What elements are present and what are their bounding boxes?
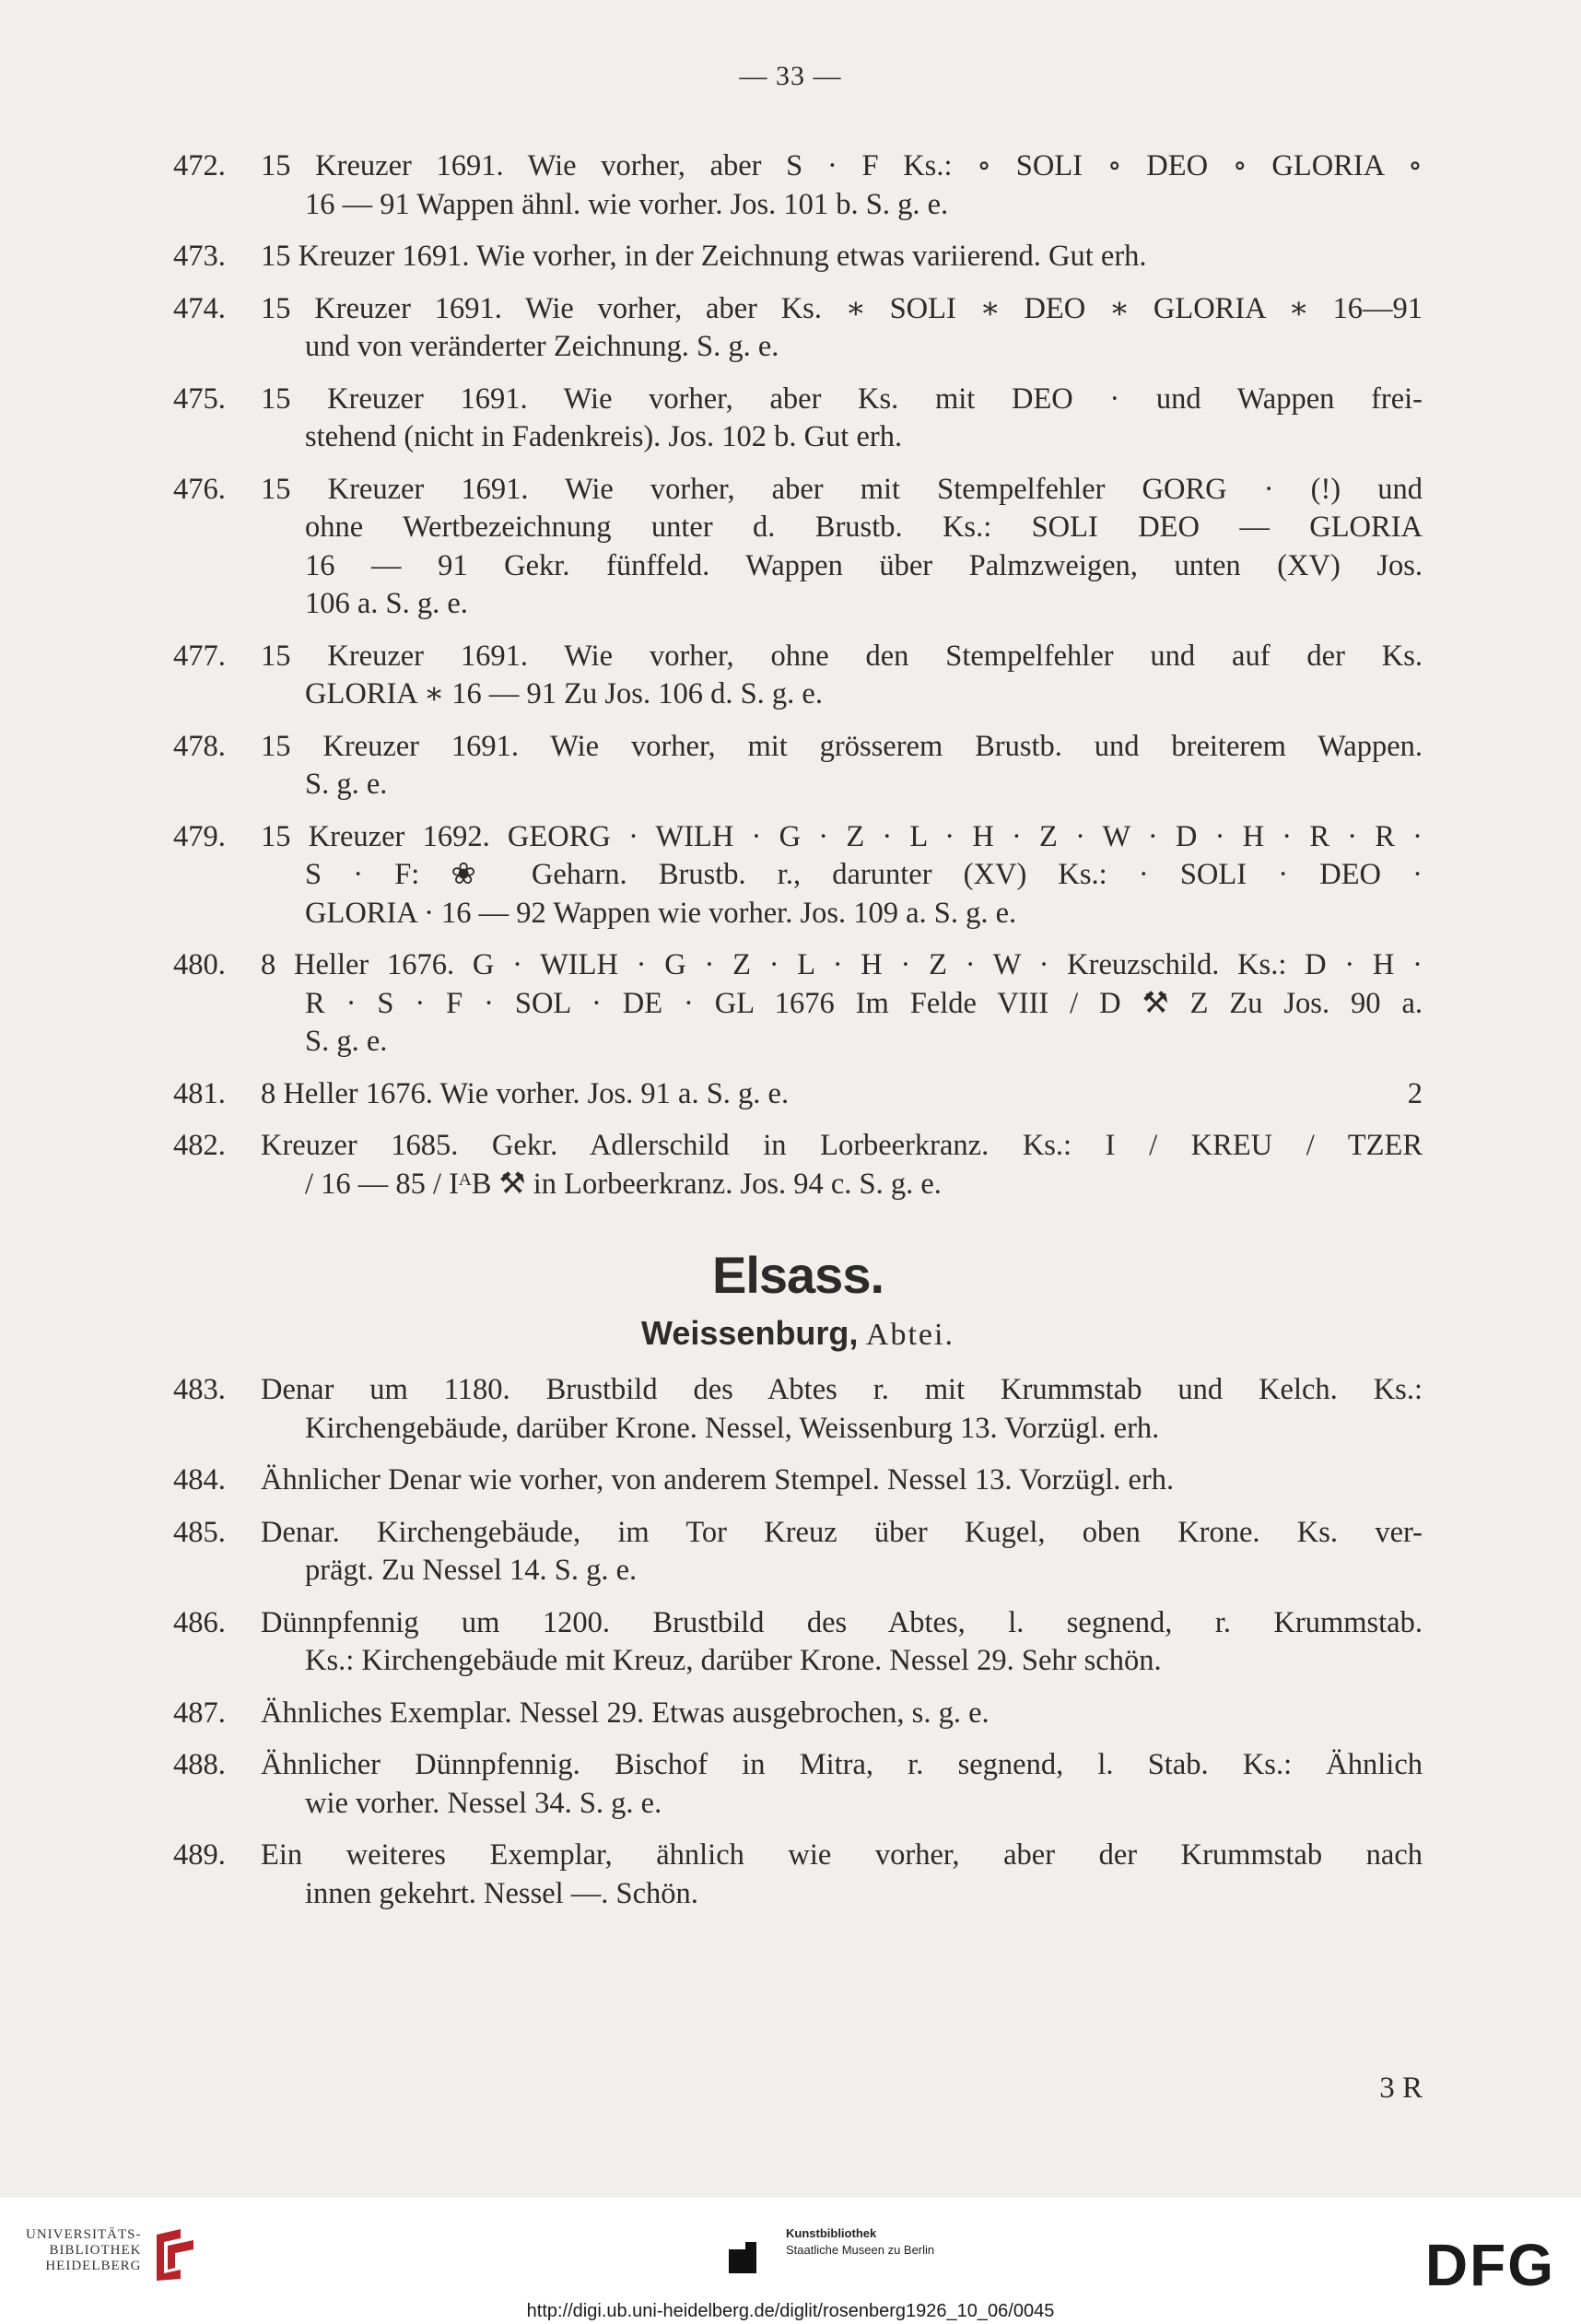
entry-text — [261, 290, 1423, 367]
entry-number: 478. — [173, 729, 226, 763]
entry-line: stehend (nicht in Fadenkreis). Jos. 102 b. Gut erh. — [305, 420, 903, 453]
ub-line: BIBLIOTHEK — [49, 2243, 142, 2258]
entry-line: 106 a. S. g. e. — [305, 587, 468, 620]
entries-group-2 — [173, 1371, 1423, 1913]
entries-group-1 — [173, 147, 1423, 1203]
entry-line: 15 Kreuzer 1692. GEORG · WILH · G · Z · L · H · Z · W · D · H · R · R · — [261, 819, 1423, 853]
subsection-heading — [173, 1314, 1423, 1353]
entry-line: / 16 — 85 / IᴬB ⚒ in Lorbeerkranz. Jos. 94 c. S. g. e. — [305, 1167, 942, 1201]
dfg-logo[interactable]: DFG — [1424, 2232, 1555, 2298]
entry-text — [261, 1604, 1423, 1681]
entry-line: innen gekehrt. Nessel —. Schön. — [305, 1876, 698, 1910]
ub-heidelberg-logo[interactable] — [26, 2227, 201, 2283]
entry-number: 484. — [173, 1463, 226, 1497]
ub-logo-text — [26, 2227, 142, 2274]
entry-line: S. g. e. — [305, 1025, 388, 1058]
entry-number: 488. — [173, 1748, 226, 1781]
entry-number: 485. — [173, 1515, 226, 1549]
catalog-entry — [173, 147, 1423, 224]
subsection-place: Weissenburg, — [641, 1314, 859, 1352]
entry-line: S · F: ❀ Geharn. Brustb. r., darunter (XV) Ks.: · SOLI · DEO · — [305, 858, 1423, 891]
entry-number: 489. — [173, 1838, 226, 1872]
signature-mark: 3 R — [1379, 2072, 1423, 2105]
entry-text — [261, 238, 1423, 276]
entry-line: 15 Kreuzer 1691. Wie vorher, aber mit Stempelfehler GORG · (!) und — [261, 472, 1423, 506]
catalog-entry — [173, 1514, 1423, 1590]
catalog-entry — [173, 1127, 1423, 1203]
section-title: Elsass. — [711, 1246, 884, 1304]
entry-text — [261, 147, 1423, 224]
entry-price: 2 — [1407, 1076, 1423, 1110]
entry-text — [261, 1371, 1423, 1448]
entry-line: Ein weiteres Exemplar, ähnlich wie vorher, aber der Krummstab nach — [261, 1838, 1423, 1872]
catalog-entry — [173, 1604, 1423, 1681]
entry-line: R · S · F · SOL · DE · GL 1676 Im Felde VIII / D ⚒ Z Zu Jos. 90 a. — [305, 986, 1423, 1020]
entry-text — [261, 728, 1423, 804]
entry-text — [261, 946, 1423, 1062]
entry-line: 15 Kreuzer 1691. Wie vorher, mit grösserem Brustb. und breiterem Wappen. — [261, 729, 1423, 763]
entry-line: Ks.: Kirchengebäude mit Kreuz, darüber Krone. Nessel 29. Sehr schön. — [305, 1644, 1162, 1677]
entry-line: 15 Kreuzer 1691. Wie vorher, aber Ks. mit DEO · und Wappen frei- — [261, 381, 1423, 416]
catalog-entry — [173, 1837, 1423, 1913]
entry-text — [261, 1695, 1423, 1733]
entry-line: Dünnpfennig um 1200. Brustbild des Abtes, l. segnend, r. Krummstab. — [261, 1605, 1423, 1639]
catalog-entry — [173, 1746, 1423, 1823]
entry-line: 15 Kreuzer 1691. Wie vorher, aber S · F Ks.: ∘ SOLI ∘ DEO ∘ GLORIA ∘ — [261, 149, 1423, 182]
entry-text — [261, 1461, 1423, 1500]
catalog-entry — [173, 946, 1423, 1062]
entry-text — [261, 1514, 1423, 1590]
catalog-entry — [173, 638, 1423, 714]
entry-text — [261, 818, 1423, 933]
entry-text — [261, 381, 1423, 457]
entry-number: 479. — [173, 819, 226, 853]
catalog-entry — [173, 381, 1423, 457]
kb-title: Kunstbibliothek — [786, 2226, 877, 2240]
kunstbibliothek-emblem-icon — [723, 2225, 780, 2279]
entry-line: ohne Wertbezeichnung unter d. Brustb. Ks.: SOLI DEO — GLORIA — [305, 511, 1423, 544]
entry-line: wie vorher. Nessel 34. S. g. e. — [305, 1786, 662, 1820]
entry-number: 477. — [173, 639, 226, 673]
entry-text — [261, 638, 1423, 714]
catalog-entry — [173, 818, 1423, 933]
entry-line: 15 Kreuzer 1691. Wie vorher, in der Zeichnung etwas variierend. Gut erh. — [261, 240, 1147, 273]
entry-line: Kreuzer 1685. Gekr. Adlerschild in Lorbeerkranz. Ks.: I / KREU / TZER — [261, 1129, 1423, 1162]
viewer-footer — [0, 2198, 1581, 2324]
subsection-kind: Abtei. — [865, 1318, 954, 1352]
entry-line: Kirchengebäude, darüber Krone. Nessel, Weissenburg 13. Vorzügl. erh. — [305, 1411, 1160, 1445]
catalog-entry — [173, 1461, 1423, 1500]
entry-line: prägt. Zu Nessel 14. S. g. e. — [305, 1554, 638, 1587]
entry-line: GLORIA ∗ 16 — 91 Zu Jos. 106 d. S. g. e. — [305, 677, 823, 710]
entry-line: Ähnliches Exemplar. Nessel 29. Etwas ausgebrochen, s. g. e. — [261, 1696, 990, 1730]
catalog-content — [173, 147, 1423, 1927]
ub-line: UNIVERSITÄTS- — [26, 2227, 142, 2242]
ub-line: HEIDELBERG — [45, 2259, 142, 2273]
entry-number: 472. — [173, 149, 226, 182]
entry-line: 15 Kreuzer 1691. Wie vorher, ohne den Stempelfehler und auf der Ks. — [261, 639, 1423, 673]
entry-text — [261, 1837, 1423, 1913]
kb-subtitle: Staatliche Museen zu Berlin — [786, 2243, 935, 2257]
entry-text — [261, 1127, 1423, 1203]
entry-text — [261, 1075, 1423, 1114]
entry-number: 474. — [173, 291, 226, 325]
entry-line: 16 — 91 Gekr. fünffeld. Wappen über Palmzweigen, unten (XV) Jos. — [305, 548, 1423, 582]
entry-number: 481. — [173, 1076, 226, 1110]
entry-line: und von veränderter Zeichnung. S. g. e. — [305, 330, 779, 363]
entry-number: 476. — [173, 472, 226, 506]
catalog-entry — [173, 471, 1423, 624]
page-url[interactable]: http://digi.ub.uni-heidelberg.de/diglit/rosenberg1926_10_06/0045 — [526, 2301, 1055, 2321]
entry-line: Ähnlicher Dünnpfennig. Bischof in Mitra, r. segnend, l. Stab. Ks.: Ähnlich — [261, 1748, 1423, 1781]
kunstbibliothek-logo[interactable] — [723, 2225, 934, 2279]
page-number: — 33 — — [739, 61, 842, 91]
entry-line: Denar. Kirchengebäude, im Tor Kreuz über Kugel, oben Krone. Ks. ver- — [261, 1515, 1423, 1549]
kunstbibliothek-text — [786, 2225, 934, 2279]
entry-number: 475. — [173, 381, 226, 416]
entry-text — [261, 471, 1423, 624]
catalog-entry — [173, 1075, 1423, 1114]
entry-line: 15 Kreuzer 1691. Wie vorher, aber Ks. ∗ SOLI ∗ DEO ∗ GLORIA ∗ 16—91 — [261, 291, 1423, 325]
entry-number: 486. — [173, 1605, 226, 1639]
ub-emblem-icon — [147, 2227, 201, 2283]
entry-number: 482. — [173, 1129, 226, 1162]
entry-line: 8 Heller 1676. Wie vorher. Jos. 91 a. S. g. e. — [261, 1076, 790, 1110]
catalog-entry — [173, 290, 1423, 367]
entry-number: 487. — [173, 1696, 226, 1730]
entry-line: 8 Heller 1676. G · WILH · G · Z · L · H · Z · W · Kreuzschild. Ks.: D · H · — [261, 948, 1423, 981]
entry-line: Denar um 1180. Brustbild des Abtes r. mit Krummstab und Kelch. Ks.: — [261, 1373, 1423, 1406]
entry-number: 480. — [173, 948, 226, 981]
entry-line: Ähnlicher Denar wie vorher, von anderem Stempel. Nessel 13. Vorzügl. erh. — [261, 1463, 1175, 1497]
entry-line: 16 — 91 Wappen ähnl. wie vorher. Jos. 101 b. S. g. e. — [305, 187, 949, 221]
entry-line: S. g. e. — [305, 768, 388, 801]
catalog-entry — [173, 1371, 1423, 1448]
entry-number: 483. — [173, 1373, 226, 1406]
catalog-entry — [173, 238, 1423, 276]
catalog-entry — [173, 728, 1423, 804]
catalog-entry — [173, 1695, 1423, 1733]
entry-text — [261, 1746, 1423, 1823]
entry-number: 473. — [173, 240, 226, 273]
entry-line: GLORIA · 16 — 92 Wappen wie vorher. Jos. 109 a. S. g. e. — [305, 896, 1017, 930]
